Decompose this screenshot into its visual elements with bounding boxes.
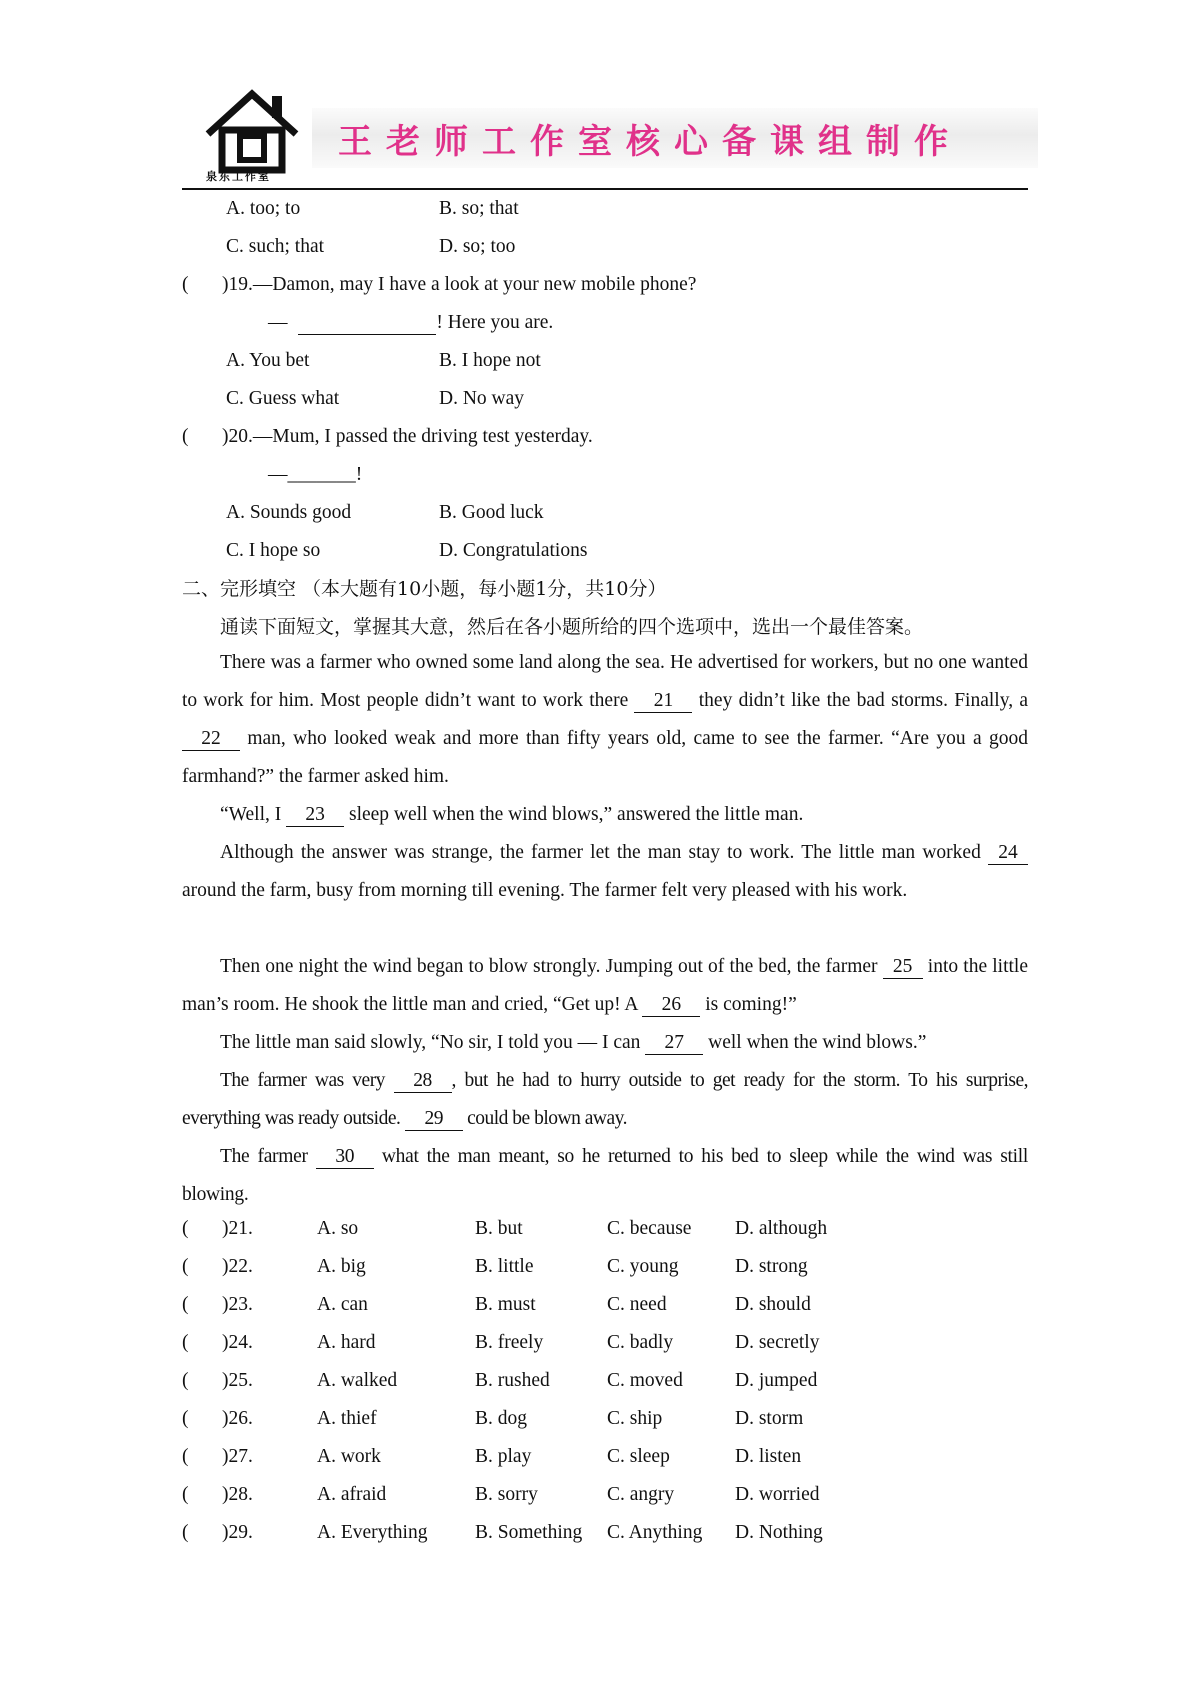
page-header <box>182 80 1032 190</box>
passage-text: , but he had to hurry outside to get ready for the storm. To his surprise, everything was ready outside. <box>182 1070 1028 1129</box>
blank-24: 24 <box>988 842 1028 865</box>
passage-text: could be blown away. <box>462 1108 627 1129</box>
option-c: C. sleep <box>607 1446 670 1467</box>
passage-text: they didn’t like the bad storms. Finally, a <box>692 690 1028 711</box>
question-number: )29. <box>222 1522 253 1543</box>
blank-29: 29 <box>405 1108 463 1131</box>
option-c: C. moved <box>607 1370 683 1391</box>
option-b: B. rushed <box>475 1370 550 1391</box>
q19-stem-text: —Damon, may I have a look at your new mobile phone? <box>252 274 697 295</box>
question-number: )25. <box>222 1370 253 1391</box>
passage-text: into the little man’s room. He shook the little man and cried, “Get up! A <box>182 956 1028 1015</box>
q19-number: )19. <box>222 274 253 295</box>
passage-text: “Well, I <box>220 804 287 825</box>
passage-paragraph-6 <box>182 1062 1028 1138</box>
passage-text: well when the wind blows.” <box>703 1032 927 1053</box>
q19-option-b: B. I hope not <box>439 350 541 371</box>
option-c: C. young <box>607 1256 679 1277</box>
option-a: A. can <box>317 1294 368 1315</box>
q19-paren: ( <box>182 274 189 295</box>
passage-text: is coming!” <box>700 994 797 1015</box>
question-paren: ( <box>182 1484 189 1505</box>
question-number: )22. <box>222 1256 253 1277</box>
q19-reply-dash: — <box>268 312 288 333</box>
q19-answer-blank <box>298 312 436 335</box>
option-a: A. hard <box>317 1332 376 1353</box>
q20-option-c: C. I hope so <box>226 540 321 561</box>
passage-text: man, who looked weak and more than fifty years old, came to see the farmer. “Are you a good farmhand?” the farmer asked him. <box>182 728 1028 787</box>
option-d: D. jumped <box>735 1370 818 1391</box>
q20-number: )20. <box>222 426 253 447</box>
blank-30: 30 <box>316 1146 374 1169</box>
option-a: A. afraid <box>317 1484 387 1505</box>
option-c: C. because <box>607 1218 692 1239</box>
passage-text: There was a farmer who owned some land along the sea. He advertised for workers, but no one wanted to work for him. Most people didn’t want to work there <box>182 652 1028 711</box>
q19-stem <box>222 273 696 297</box>
option-b: B. sorry <box>475 1484 538 1505</box>
option-a: A. Everything <box>317 1522 428 1543</box>
option-a: A. work <box>317 1446 381 1467</box>
banner-title: 王老师工作室核心备课组制作 <box>312 108 1038 168</box>
question-paren: ( <box>182 1332 189 1353</box>
passage-text: The farmer was very <box>220 1070 394 1091</box>
question-number: )21. <box>222 1218 253 1239</box>
question-paren: ( <box>182 1408 189 1429</box>
question-paren: ( <box>182 1218 189 1239</box>
option-d: D. although <box>735 1218 828 1239</box>
blank-21: 21 <box>634 690 692 713</box>
option-d: D. strong <box>735 1256 808 1277</box>
option-a: A. thief <box>317 1408 377 1429</box>
question-paren: ( <box>182 1256 189 1277</box>
option-b: B. must <box>475 1294 536 1315</box>
question-number: )23. <box>222 1294 253 1315</box>
q19-option-a: A. You bet <box>226 350 310 371</box>
option-d: D. storm <box>735 1408 804 1429</box>
passage-paragraph-7 <box>182 1138 1028 1214</box>
blank-27: 27 <box>645 1032 703 1055</box>
option-d: D. worried <box>735 1484 820 1505</box>
passage-paragraph-1 <box>182 644 1028 796</box>
q20-paren: ( <box>182 426 189 447</box>
passage-text: sleep well when the wind blows,” answered the little man. <box>344 804 804 825</box>
q19-option-c: C. Guess what <box>226 388 340 409</box>
q18-option-b: B. so; that <box>439 198 519 219</box>
option-c: C. ship <box>607 1408 663 1429</box>
option-b: B. play <box>475 1446 532 1467</box>
passage-text: Then one night the wind began to blow strongly. Jumping out of the bed, the farmer <box>220 956 883 977</box>
option-b: B. but <box>475 1218 523 1239</box>
question-paren: ( <box>182 1522 189 1543</box>
question-number: )27. <box>222 1446 253 1467</box>
question-paren: ( <box>182 1294 189 1315</box>
passage-text: what the man meant, so he returned to his bed to sleep while the wind was still blowing. <box>182 1146 1028 1205</box>
option-d: D. secretly <box>735 1332 820 1353</box>
option-c: C. badly <box>607 1332 674 1353</box>
option-b: B. freely <box>475 1332 544 1353</box>
question-number: )28. <box>222 1484 253 1505</box>
question-number: )26. <box>222 1408 253 1429</box>
option-a: A. big <box>317 1256 366 1277</box>
option-b: B. dog <box>475 1408 528 1429</box>
q20-stem-text: —Mum, I passed the driving test yesterday. <box>252 426 593 447</box>
passage-paragraph-2 <box>182 796 1028 834</box>
q19-option-d: D. No way <box>439 388 525 409</box>
question-number: )24. <box>222 1332 253 1353</box>
passage-paragraph-3 <box>182 834 1028 910</box>
q18-option-c: C. such; that <box>226 236 325 257</box>
blank-22: 22 <box>182 728 240 751</box>
option-b: B. Something <box>475 1522 583 1543</box>
q20-option-d: D. Congratulations <box>439 540 588 561</box>
question-paren: ( <box>182 1370 189 1391</box>
option-d: D. listen <box>735 1446 802 1467</box>
passage-paragraph-4 <box>182 948 1028 1024</box>
q19-reply-end: ! Here you are. <box>436 312 554 333</box>
passage-text: The little man said slowly, “No sir, I told you — I can <box>220 1032 646 1053</box>
blank-25: 25 <box>883 956 923 979</box>
logo-caption: 泉东工作室 <box>206 170 271 183</box>
option-a: A. so <box>317 1218 359 1239</box>
option-b: B. little <box>475 1256 534 1277</box>
passage-text: around the farm, busy from morning till evening. The farmer felt very pleased with his work. <box>182 880 908 901</box>
q18-option-d: D. so; too <box>439 236 516 257</box>
passage-text: The farmer <box>220 1146 316 1167</box>
option-c: C. Anything <box>607 1522 703 1543</box>
option-c: C. need <box>607 1294 667 1315</box>
q20-option-b: B. Good luck <box>439 502 544 523</box>
header-divider <box>182 188 1028 190</box>
option-d: D. should <box>735 1294 811 1315</box>
passage-paragraph-5 <box>182 1024 1028 1062</box>
blank-28: 28 <box>394 1070 452 1093</box>
section-heading: 二、完形填空 （本大题有10小题，每小题1分，共10分） <box>182 578 667 600</box>
blank-26: 26 <box>642 994 700 1017</box>
q20-reply: —_______! <box>268 464 363 485</box>
passage-text: Although the answer was strange, the farmer let the man stay to work. The little man worked <box>220 842 988 863</box>
option-d: D. Nothing <box>735 1522 823 1543</box>
q18-option-a: A. too; to <box>226 198 301 219</box>
blank-23: 23 <box>286 804 344 827</box>
question-paren: ( <box>182 1446 189 1467</box>
section-instruction: 通读下面短文，掌握其大意，然后在各小题所给的四个选项中，选出一个最佳答案。 <box>220 616 924 638</box>
q19-reply <box>268 311 553 335</box>
option-c: C. angry <box>607 1484 675 1505</box>
q20-stem <box>222 425 593 449</box>
option-a: A. walked <box>317 1370 398 1391</box>
q20-option-a: A. Sounds good <box>226 502 352 523</box>
